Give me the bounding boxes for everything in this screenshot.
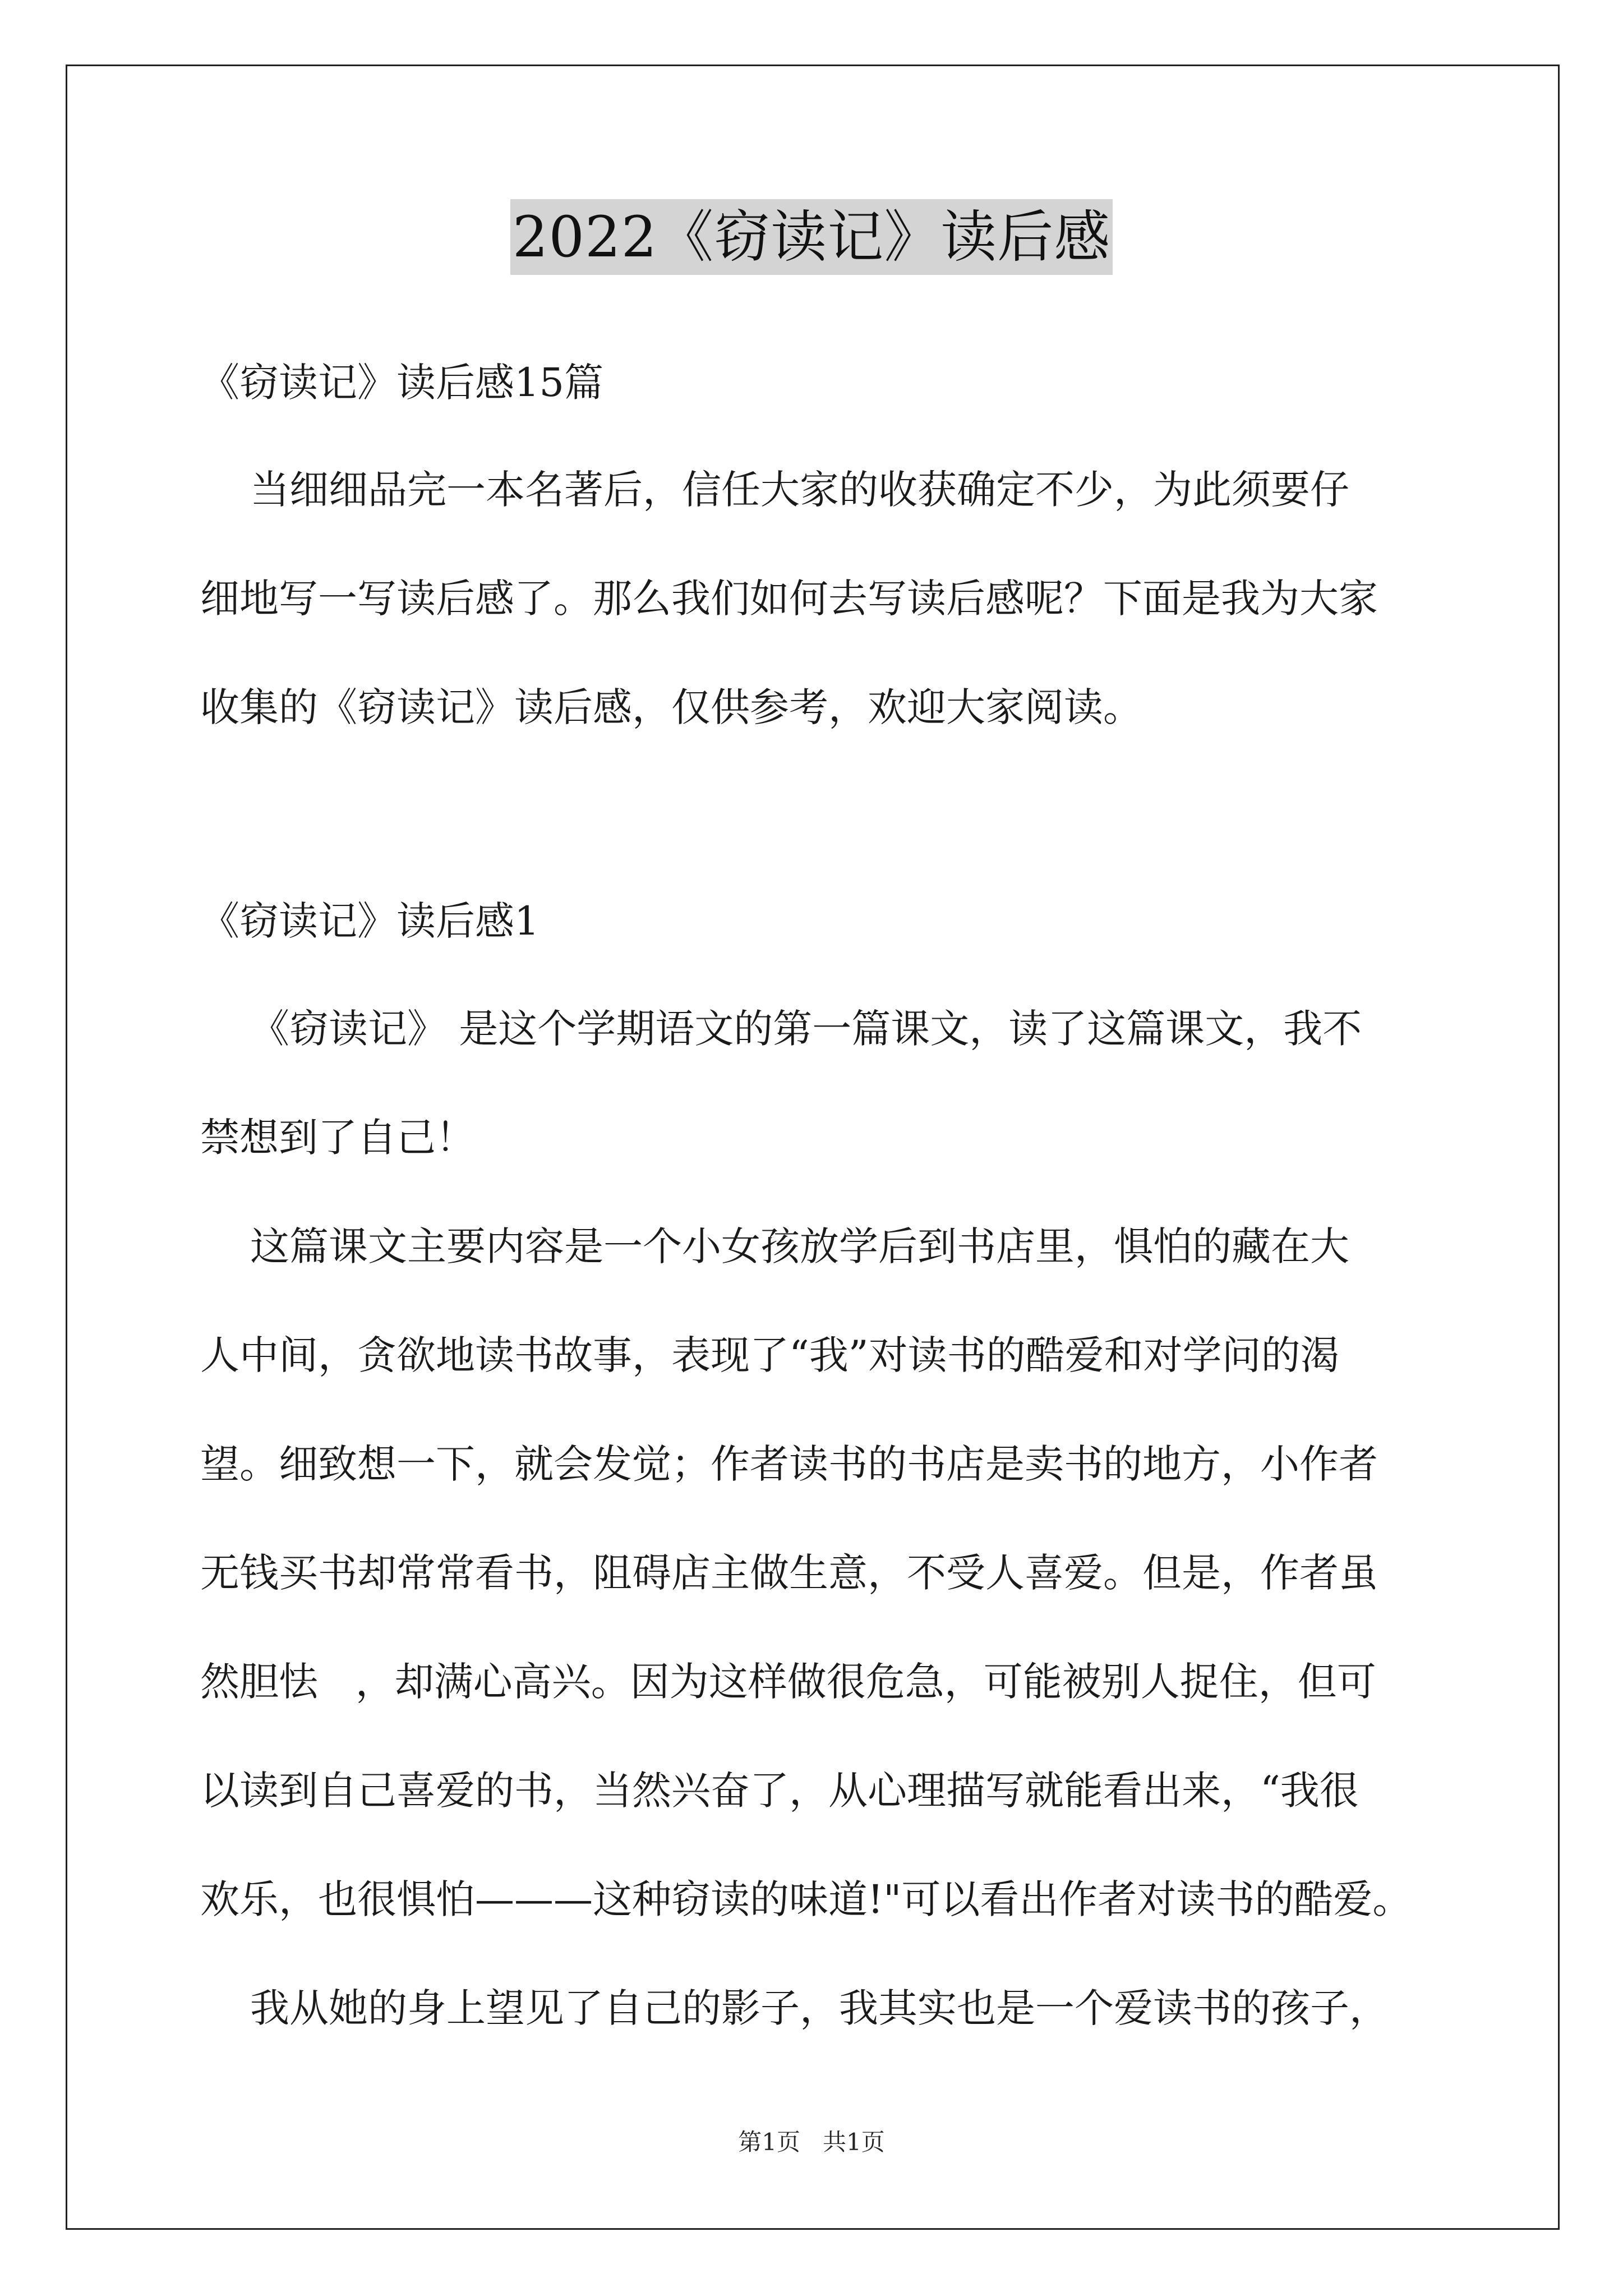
body-line: 望。细致想一下，就会发觉；作者读书的书店是卖书的地方，小作者: [200, 1441, 1378, 1487]
page-footer: [0, 2125, 1623, 2159]
body-line: 无钱买书却常常看书，阻碍店主做生意，不受人喜爱。但是，作者虽: [200, 1550, 1378, 1596]
body-line: 人中间，贪欲地读书故事，表现了“我”对读书的酷爱和对学问的渴: [200, 1332, 1340, 1378]
intro-line: 细地写一写读后感了。那么我们如何去写读后感呢？下面是我为大家: [200, 576, 1378, 622]
section-heading: 《窃读记》读后感1: [200, 898, 540, 944]
intro-line: 当细细品完一本名著后，信任大家的收获确定不少，为此须要仔: [200, 467, 1350, 513]
document-title: 2022《窃读记》读后感: [510, 199, 1113, 275]
document-subtitle: 《窃读记》读后感15篇: [200, 360, 604, 406]
page-number: 第1页 共1页: [738, 2128, 885, 2156]
body-line: 这篇课文主要内容是一个小女孩放学后到书店里，惧怕的藏在大: [200, 1223, 1350, 1269]
intro-line: 收集的《窃读记》读后感，仅供参考，欢迎大家阅读。: [200, 684, 1142, 730]
body-line: 欢乐，也很惧怕———这种窃读的味道!"可以看出作者对读书的酷爱。: [200, 1876, 1412, 1922]
body-line: 《窃读记》 是这个学期语文的第一篇课文，读了这篇课文，我不: [200, 1006, 1362, 1052]
body-line: 我从她的身上望见了自己的影子，我其实也是一个爱读书的孩子，: [200, 1985, 1389, 2031]
body-line: 禁想到了自己！: [200, 1115, 475, 1161]
title-container: [0, 199, 1623, 275]
body-line: 以读到自己喜爱的书，当然兴奋了，从心理描写就能看出来，“我很: [200, 1768, 1359, 1814]
body-line: 然胆怯 ，却满心高兴。因为这样做很危急，可能被别人捉住，但可: [200, 1659, 1376, 1705]
